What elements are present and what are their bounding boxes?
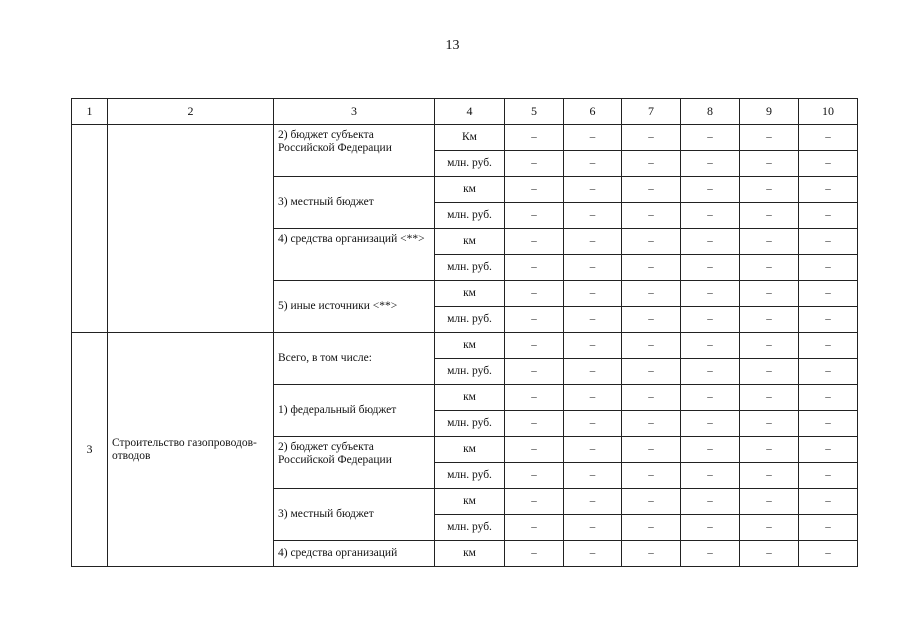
value-cell: – — [681, 541, 740, 567]
value-cell: – — [681, 515, 740, 541]
column-header: 2 — [108, 99, 274, 125]
value-cell: – — [799, 515, 858, 541]
value-cell: – — [505, 411, 564, 437]
value-cell: – — [564, 411, 622, 437]
header-row — [72, 99, 858, 125]
column-header: 8 — [681, 99, 740, 125]
source-cell: 3) местный бюджет — [274, 489, 435, 541]
value-cell: – — [740, 541, 799, 567]
value-cell: – — [740, 411, 799, 437]
value-cell: – — [799, 151, 858, 177]
value-cell: – — [505, 307, 564, 333]
column-header: 7 — [622, 99, 681, 125]
value-cell: – — [799, 437, 858, 463]
table-row — [72, 125, 858, 151]
source-cell: Всего, в том числе: — [274, 333, 435, 385]
value-cell: – — [564, 151, 622, 177]
source-cell: 1) федеральный бюджет — [274, 385, 435, 437]
value-cell: – — [681, 281, 740, 307]
value-cell: – — [564, 489, 622, 515]
source-cell: 4) средства организаций <**> — [274, 229, 435, 281]
value-cell: – — [505, 541, 564, 567]
value-cell: – — [564, 255, 622, 281]
unit-cell: км — [435, 437, 505, 463]
data-table — [71, 98, 858, 567]
value-cell: – — [681, 411, 740, 437]
value-cell: – — [681, 463, 740, 489]
source-cell: 2) бюджет субъекта Российской Федерации — [274, 125, 435, 177]
value-cell: – — [564, 385, 622, 411]
value-cell: – — [564, 125, 622, 151]
value-cell: – — [740, 489, 799, 515]
value-cell: – — [505, 125, 564, 151]
section-number: 3 — [72, 333, 108, 567]
value-cell: – — [740, 437, 799, 463]
value-cell: – — [740, 125, 799, 151]
value-cell: – — [622, 515, 681, 541]
column-header: 9 — [740, 99, 799, 125]
unit-cell: млн. руб. — [435, 359, 505, 385]
value-cell: – — [799, 385, 858, 411]
value-cell: – — [622, 489, 681, 515]
value-cell: – — [799, 359, 858, 385]
unit-cell: млн. руб. — [435, 515, 505, 541]
unit-cell: км — [435, 489, 505, 515]
value-cell: – — [681, 125, 740, 151]
unit-cell: млн. руб. — [435, 463, 505, 489]
value-cell: – — [681, 203, 740, 229]
value-cell: – — [564, 177, 622, 203]
value-cell: – — [622, 463, 681, 489]
value-cell: – — [681, 489, 740, 515]
column-header: 1 — [72, 99, 108, 125]
value-cell: – — [681, 255, 740, 281]
unit-cell: км — [435, 229, 505, 255]
source-cell: 5) иные источники <**> — [274, 281, 435, 333]
value-cell: – — [740, 229, 799, 255]
value-cell: – — [505, 255, 564, 281]
unit-cell: км — [435, 385, 505, 411]
value-cell: – — [564, 333, 622, 359]
column-header: 6 — [564, 99, 622, 125]
value-cell: – — [740, 177, 799, 203]
unit-cell: км — [435, 177, 505, 203]
value-cell: – — [740, 463, 799, 489]
value-cell: – — [740, 281, 799, 307]
value-cell: – — [799, 125, 858, 151]
unit-cell: км — [435, 333, 505, 359]
unit-cell: км — [435, 541, 505, 567]
value-cell: – — [505, 515, 564, 541]
value-cell: – — [622, 125, 681, 151]
value-cell: – — [799, 203, 858, 229]
value-cell: – — [505, 359, 564, 385]
page-number: 13 — [445, 38, 460, 53]
value-cell: – — [740, 255, 799, 281]
value-cell: – — [799, 255, 858, 281]
value-cell: – — [681, 177, 740, 203]
unit-cell: млн. руб. — [435, 203, 505, 229]
value-cell: – — [622, 385, 681, 411]
value-cell: – — [799, 307, 858, 333]
number-cell-empty — [72, 125, 108, 333]
value-cell: – — [505, 281, 564, 307]
value-cell: – — [740, 333, 799, 359]
value-cell: – — [622, 359, 681, 385]
value-cell: – — [622, 203, 681, 229]
value-cell: – — [564, 229, 622, 255]
value-cell: – — [622, 437, 681, 463]
value-cell: – — [622, 541, 681, 567]
unit-cell: млн. руб. — [435, 151, 505, 177]
column-header: 4 — [435, 99, 505, 125]
value-cell: – — [622, 229, 681, 255]
value-cell: – — [740, 151, 799, 177]
value-cell: – — [681, 333, 740, 359]
value-cell: – — [622, 281, 681, 307]
value-cell: – — [564, 437, 622, 463]
value-cell: – — [622, 411, 681, 437]
value-cell: – — [681, 359, 740, 385]
value-cell: – — [622, 333, 681, 359]
value-cell: – — [740, 359, 799, 385]
value-cell: – — [505, 151, 564, 177]
value-cell: – — [564, 463, 622, 489]
value-cell: – — [740, 307, 799, 333]
section-name: Строительство газопроводов-отводов — [108, 333, 274, 567]
value-cell: – — [681, 385, 740, 411]
column-header: 3 — [274, 99, 435, 125]
value-cell: – — [564, 359, 622, 385]
value-cell: – — [505, 489, 564, 515]
value-cell: – — [505, 203, 564, 229]
value-cell: – — [505, 463, 564, 489]
value-cell: – — [681, 307, 740, 333]
value-cell: – — [564, 541, 622, 567]
value-cell: – — [505, 177, 564, 203]
value-cell: – — [799, 281, 858, 307]
value-cell: – — [799, 463, 858, 489]
value-cell: – — [564, 203, 622, 229]
value-cell: – — [799, 177, 858, 203]
value-cell: – — [681, 229, 740, 255]
column-header: 5 — [505, 99, 564, 125]
source-cell: 4) средства организаций — [274, 541, 435, 567]
value-cell: – — [564, 307, 622, 333]
value-cell: – — [799, 229, 858, 255]
unit-cell: млн. руб. — [435, 255, 505, 281]
value-cell: – — [505, 229, 564, 255]
value-cell: – — [505, 333, 564, 359]
value-cell: – — [740, 515, 799, 541]
unit-cell: млн. руб. — [435, 411, 505, 437]
value-cell: – — [505, 437, 564, 463]
value-cell: – — [799, 411, 858, 437]
value-cell: – — [740, 385, 799, 411]
name-cell-empty — [108, 125, 274, 333]
column-header: 10 — [799, 99, 858, 125]
value-cell: – — [799, 541, 858, 567]
value-cell: – — [681, 437, 740, 463]
unit-cell: млн. руб. — [435, 307, 505, 333]
value-cell: – — [622, 307, 681, 333]
unit-cell: км — [435, 281, 505, 307]
value-cell: – — [622, 177, 681, 203]
table-row — [72, 333, 858, 359]
value-cell: – — [564, 281, 622, 307]
source-cell: 3) местный бюджет — [274, 177, 435, 229]
value-cell: – — [799, 489, 858, 515]
value-cell: – — [505, 385, 564, 411]
value-cell: – — [799, 333, 858, 359]
value-cell: – — [681, 151, 740, 177]
value-cell: – — [740, 203, 799, 229]
value-cell: – — [622, 151, 681, 177]
value-cell: – — [564, 515, 622, 541]
value-cell: – — [622, 255, 681, 281]
unit-cell: Км — [435, 125, 505, 151]
source-cell: 2) бюджет субъекта Российской Федерации — [274, 437, 435, 489]
